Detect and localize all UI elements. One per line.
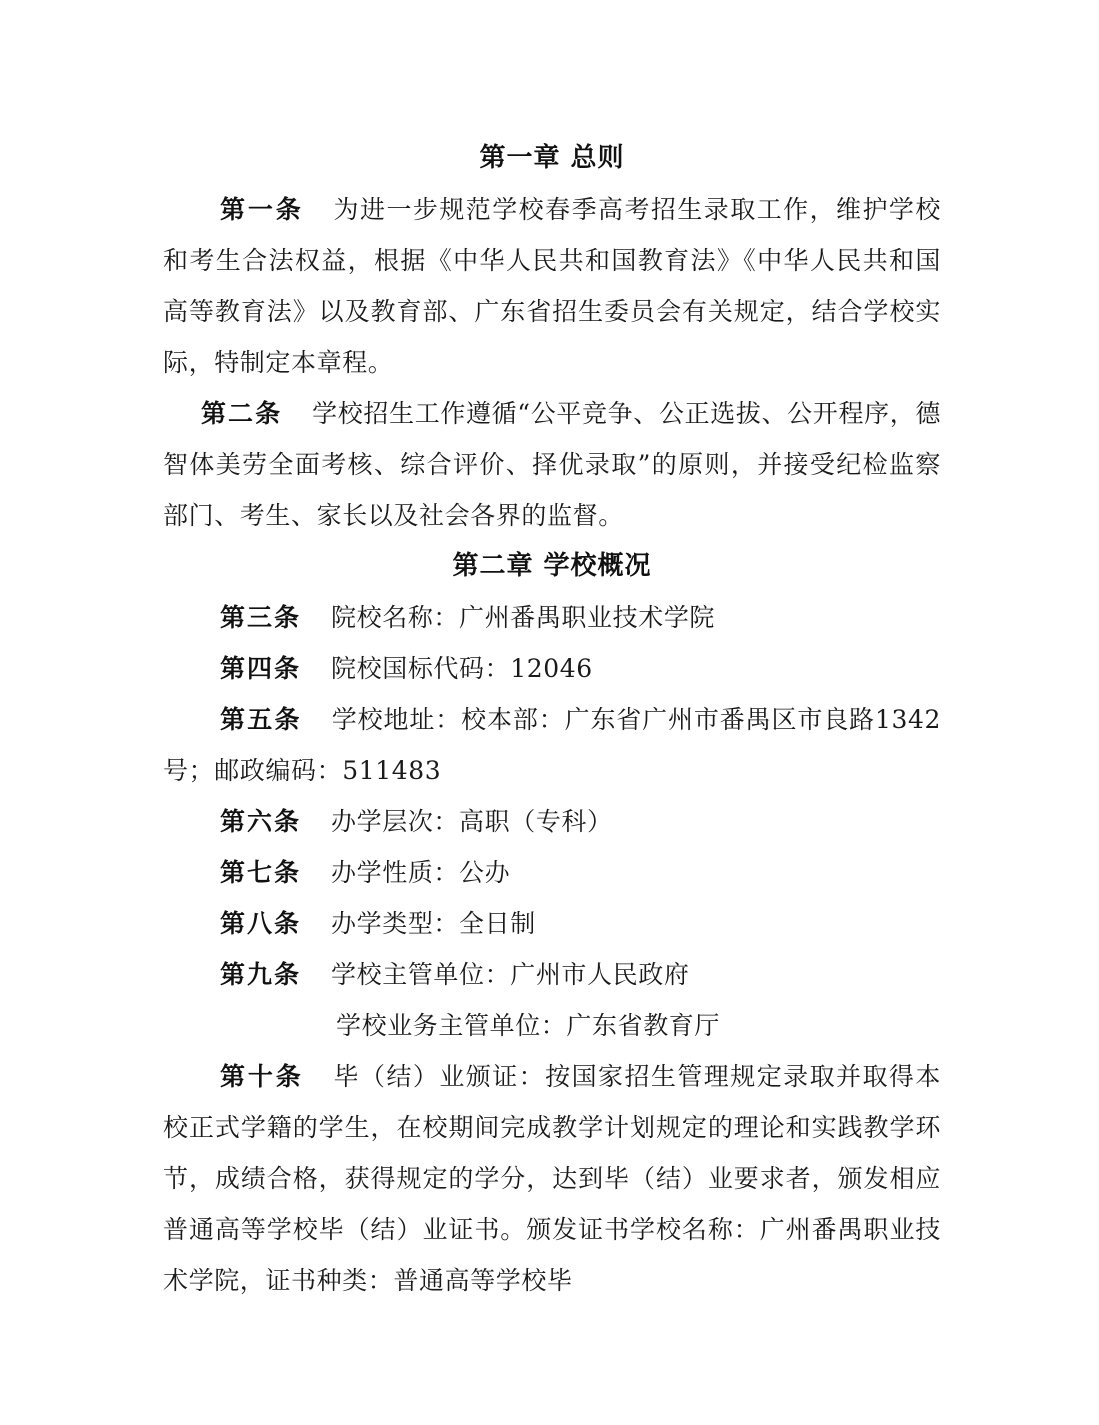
article-4 [163, 643, 941, 694]
article-8-text: 办学类型：全日制 [331, 909, 536, 938]
article-4-text: 院校国标代码：12046 [331, 654, 593, 683]
document-page [163, 133, 941, 1306]
article-9-text: 学校主管单位：广州市人民政府 [331, 960, 690, 989]
article-2 [163, 388, 941, 541]
article-5-label: 第五条 [220, 705, 302, 734]
article-3 [163, 592, 941, 643]
article-6 [163, 796, 941, 847]
article-10-label: 第十条 [220, 1062, 304, 1091]
article-9 [163, 949, 941, 1000]
article-7-label: 第七条 [220, 858, 302, 887]
article-4-label: 第四条 [220, 654, 302, 683]
article-7-text: 办学性质：公办 [331, 858, 511, 887]
article-10-text: 毕（结）业颁证：按国家招生管理规定录取并取得本校正式学籍的学生，在校期间完成教学计划规定的理论和实践教学环节，成绩合格，获得规定的学分，达到毕（结）业要求者，颁发相应普通高等学校毕（结）业证书。颁发证书学校名称：广州番禺职业技术学院，证书种类：普通高等学校毕 [163, 1062, 941, 1295]
chapter-1-title: 第一章 总则 [479, 143, 625, 173]
article-9-sub-text: 学校业务主管单位：广东省教育厅 [336, 1011, 721, 1040]
article-3-label: 第三条 [220, 603, 302, 632]
article-6-text: 办学层次：高职（专科） [331, 807, 613, 836]
article-9-label: 第九条 [220, 960, 302, 989]
article-1-label: 第一条 [220, 195, 304, 224]
article-2-text: 学校招生工作遵循“公平竞争、公正选拔、公开程序，德智体美劳全面考核、综合评价、择优录取”的原则，并接受纪检监察部门、考生、家长以及社会各界的监督。 [163, 399, 941, 530]
article-5-text: 学校地址：校本部：广东省广州市番禺区市良路1342 号；邮政编码：511483 [163, 705, 941, 785]
article-5 [163, 694, 941, 796]
article-7 [163, 847, 941, 898]
article-8 [163, 898, 941, 949]
article-2-label: 第二条 [201, 399, 283, 428]
article-3-text: 院校名称：广州番禺职业技术学院 [331, 603, 716, 632]
article-1 [163, 184, 941, 388]
article-6-label: 第六条 [220, 807, 302, 836]
article-10 [163, 1051, 941, 1306]
article-1-text: 为进一步规范学校春季高考招生录取工作，维护学校和考生合法权益，根据《中华人民共和国教育法》《中华人民共和国高等教育法》以及教育部、广东省招生委员会有关规定，结合学校实际，特制定本章程。 [163, 195, 941, 377]
chapter-2-title: 第二章 学校概况 [452, 551, 652, 581]
article-8-label: 第八条 [220, 909, 302, 938]
